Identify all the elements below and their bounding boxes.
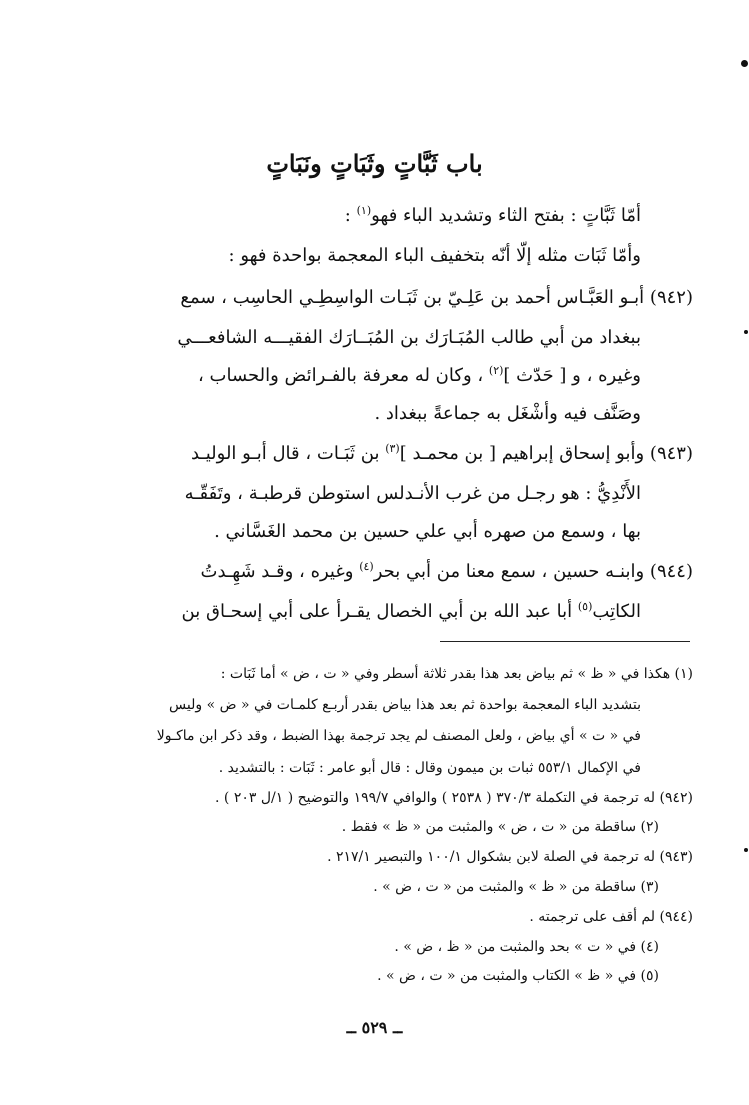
entry-942-line-3-text: وغيره ، و [ حَدّث ] [503,365,641,386]
scan-mark [744,848,748,852]
entry-944-line-1 [40,558,693,586]
footnote-ref-4: (٤) [359,560,374,573]
footnote-1-line-4: في الإكمال ٥٥٣/١ ثبات بن ميمون وقال : قال أبو عامر : ثَبَات : بالتشديد . [218,760,641,776]
entry-942-line-3 [40,362,641,390]
footnote-2: (٢) ساقطة من « ت ، ض » والمثبت من « ظ » فقط . [341,819,659,835]
intro-line-1 [40,202,641,230]
entry-943-line-2: الأَنْدِيُّ : هو رجـل من غرب الأنـدلس استوطن قرطبـة ، وتَفَقّـه [184,483,641,504]
entry-944-line-2-tail: أبا عبد الله بن أبي الخصال يقـرأ على أبي إسحـاق بن [181,601,578,622]
footnote-ref-2: (٢) [488,364,504,377]
entry-943-line-1-tail: بن ثَبَـات ، قال أبـو الوليـد [191,443,386,464]
entry-number-944: (٩٤٤) [649,561,693,582]
footnote-943: (٩٤٣) له ترجمة في الصلة لابن بشكوال ١٠٠/١ والتبصير ٢١٧/١ . [327,849,693,865]
footnote-ref-1: (١) [356,204,372,217]
footnote-1-line-2: بتشديد الباء المعجمة بواحدة ثم بعد هذا بياض بقدر أربـع كلمـات في « ض » وليس [169,697,641,713]
entry-942-line-2: ببغداد من أبي طالب المُبَـارَك بن المُبَــارَك الفقيـــه الشافعـــي [177,327,641,348]
footnote-1-line-1: (١) هكذا في « ظ » ثم بياض بعد هذا بقدر ثلاثة أسطر وفي « ت ، ض » أما ثَبَات : [220,666,693,682]
footnote-1-line-3: في « ت » أي بياض ، ولعل المصنف لم يجد ترجمة بهذا الضبط ، وقد ذكر ابن ماكـولا [156,728,641,744]
footnote-3: (٣) ساقطة من « ظ » والمثبت من « ت ، ض » . [373,879,659,895]
entry-number-942: (٩٤٢) [649,287,693,308]
footnote-ref-3: (٣) [385,442,400,455]
chapter-title: باب ثَبَّاتٍ وثَبَاتٍ ونَبَاتٍ [266,149,483,178]
footnote-ref-5: (٥) [577,600,593,613]
footnote-944: (٩٤٤) لم أقف على ترجمته . [529,909,693,925]
entry-number-943: (٩٤٣) [649,443,693,464]
footnote-divider [440,641,690,642]
entry-943-line-3: بها ، وسمع من صهره أبي علي حسين بن محمد الغَسَّاني . [214,521,641,542]
page-number: ــ ٥٢٩ ــ [346,1018,403,1037]
entry-944-line-2 [40,598,641,626]
intro-line-1-tail: : [344,205,357,226]
footnote-4: (٤) في « ت » بحد والمثبت من « ظ ، ض » . [394,939,659,955]
intro-line-1-text: أمّا ثَبَّاتٍ : بفتح الثاء وتشديد الباء فهو [371,205,641,226]
entry-944-line-1-text: وابنـه حسين ، سمع معنا من أبي بحر [373,561,645,582]
entry-944-line-2-text: الكاتِب [592,601,641,622]
footnote-5: (٥) في « ظ » الكتاب والمثبت من « ت ، ض » . [377,968,659,984]
entry-942-line-4: وصَنَّف فيه وأشْغَل به جماعةً ببغداد . [374,403,641,424]
entry-944-line-1-tail: وغيره ، وقـد شَهِـدتُ [200,561,360,582]
scan-mark [741,60,748,67]
entry-943-line-1-text: وأبو إسحاق إبراهيم [ بن محمـد ] [399,443,645,464]
intro-line-2: وأمّا ثَبَات مثله إلّا أنّه بتخفيف الباء المعجمة بواحدة فهو : [228,245,641,266]
scan-mark [744,330,748,334]
entry-942-line-1 [40,284,693,312]
entry-942-line-1-text: أبـو العَبَّـاس أحمد بن عَلِـيّ بن ثَبَـات الواسِطِـي الحاسِب ، سمع [180,287,645,308]
footnote-942: (٩٤٢) له ترجمة في التكملة ٣٧٠/٣ ( ٢٥٣٨ ) والوافي ١٩٩/٧ والتوضيح ( ١/ل ٢٠٣ ) . [215,790,693,806]
entry-943-line-1 [40,440,693,468]
entry-942-line-3-tail: ، وكان له معرفة بالفـرائض والحساب ، [197,365,489,386]
